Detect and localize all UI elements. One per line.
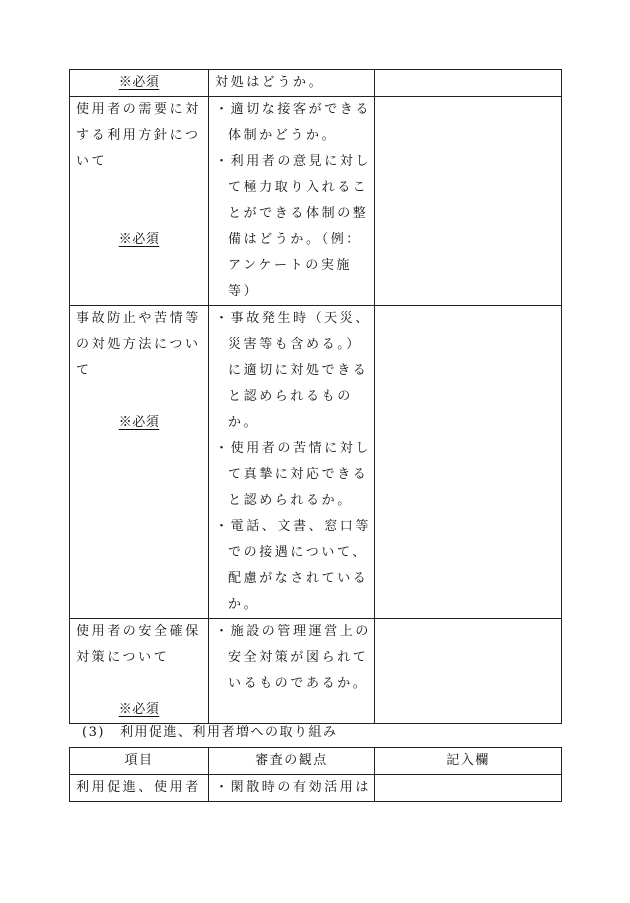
header-item: 項目 bbox=[70, 748, 209, 775]
item-cell bbox=[70, 70, 209, 97]
required-mark: ※必須 bbox=[118, 232, 160, 247]
entry-cell[interactable] bbox=[375, 775, 562, 802]
table-row bbox=[70, 306, 562, 619]
viewpoint-cell bbox=[209, 70, 375, 97]
item-label: 事故防止や苦情等の対処方法について bbox=[76, 311, 201, 378]
table-row bbox=[70, 619, 562, 724]
item-label: 利用促進、使用者 bbox=[76, 780, 201, 795]
viewpoint-bullet: ・事故発生時（天災、災害等も含める。）に適切に対処できると認められるものか。 bbox=[215, 311, 372, 430]
evaluation-table bbox=[69, 747, 562, 802]
viewpoint-bullet: ・利用者の意見に対して極力取り入れることができる体制の整備はどうか。（例：アンケートの実施等） bbox=[215, 154, 372, 299]
evaluation-table-continued bbox=[69, 69, 562, 724]
viewpoint-bullet: ・閑散時の有効活用は bbox=[215, 780, 372, 795]
required-mark: ※必須 bbox=[118, 75, 160, 90]
header-viewpoint: 審査の観点 bbox=[209, 748, 375, 775]
entry-cell[interactable] bbox=[375, 619, 562, 724]
table-row bbox=[70, 70, 562, 97]
item-label: 使用者の安全確保対策について bbox=[76, 624, 201, 665]
viewpoint-cell bbox=[209, 97, 375, 306]
item-cell bbox=[70, 306, 209, 619]
section-heading bbox=[82, 722, 338, 744]
required-mark: ※必須 bbox=[118, 415, 160, 430]
viewpoint-bullet: ・使用者の苦情に対して真摯に対応できると認められるか。 bbox=[215, 441, 372, 508]
viewpoint-text: 対処はどうか。 bbox=[215, 75, 325, 90]
table-header-row bbox=[70, 748, 562, 775]
entry-cell[interactable] bbox=[375, 306, 562, 619]
table-row bbox=[70, 97, 562, 306]
viewpoint-cell bbox=[209, 619, 375, 724]
item-cell bbox=[70, 97, 209, 306]
entry-cell[interactable] bbox=[375, 70, 562, 97]
table-row bbox=[70, 775, 562, 802]
header-entry: 記入欄 bbox=[375, 748, 562, 775]
section-number: (3) bbox=[82, 725, 105, 740]
viewpoint-cell bbox=[209, 775, 375, 802]
item-label: 使用者の需要に対する利用方針について bbox=[76, 102, 201, 169]
viewpoint-bullet: ・電話、文書、窓口等での接遇について、配慮がなされているか。 bbox=[215, 519, 372, 612]
viewpoint-cell bbox=[209, 306, 375, 619]
viewpoint-bullet: ・施設の管理運営上の安全対策が図られているものであるか。 bbox=[215, 624, 372, 691]
required-mark: ※必須 bbox=[118, 702, 160, 717]
viewpoint-bullet: ・適切な接客ができる体制かどうか。 bbox=[215, 102, 372, 143]
item-cell bbox=[70, 619, 209, 724]
section-title: 利用促進、利用者増への取り組み bbox=[120, 725, 338, 740]
item-cell bbox=[70, 775, 209, 802]
entry-cell[interactable] bbox=[375, 97, 562, 306]
